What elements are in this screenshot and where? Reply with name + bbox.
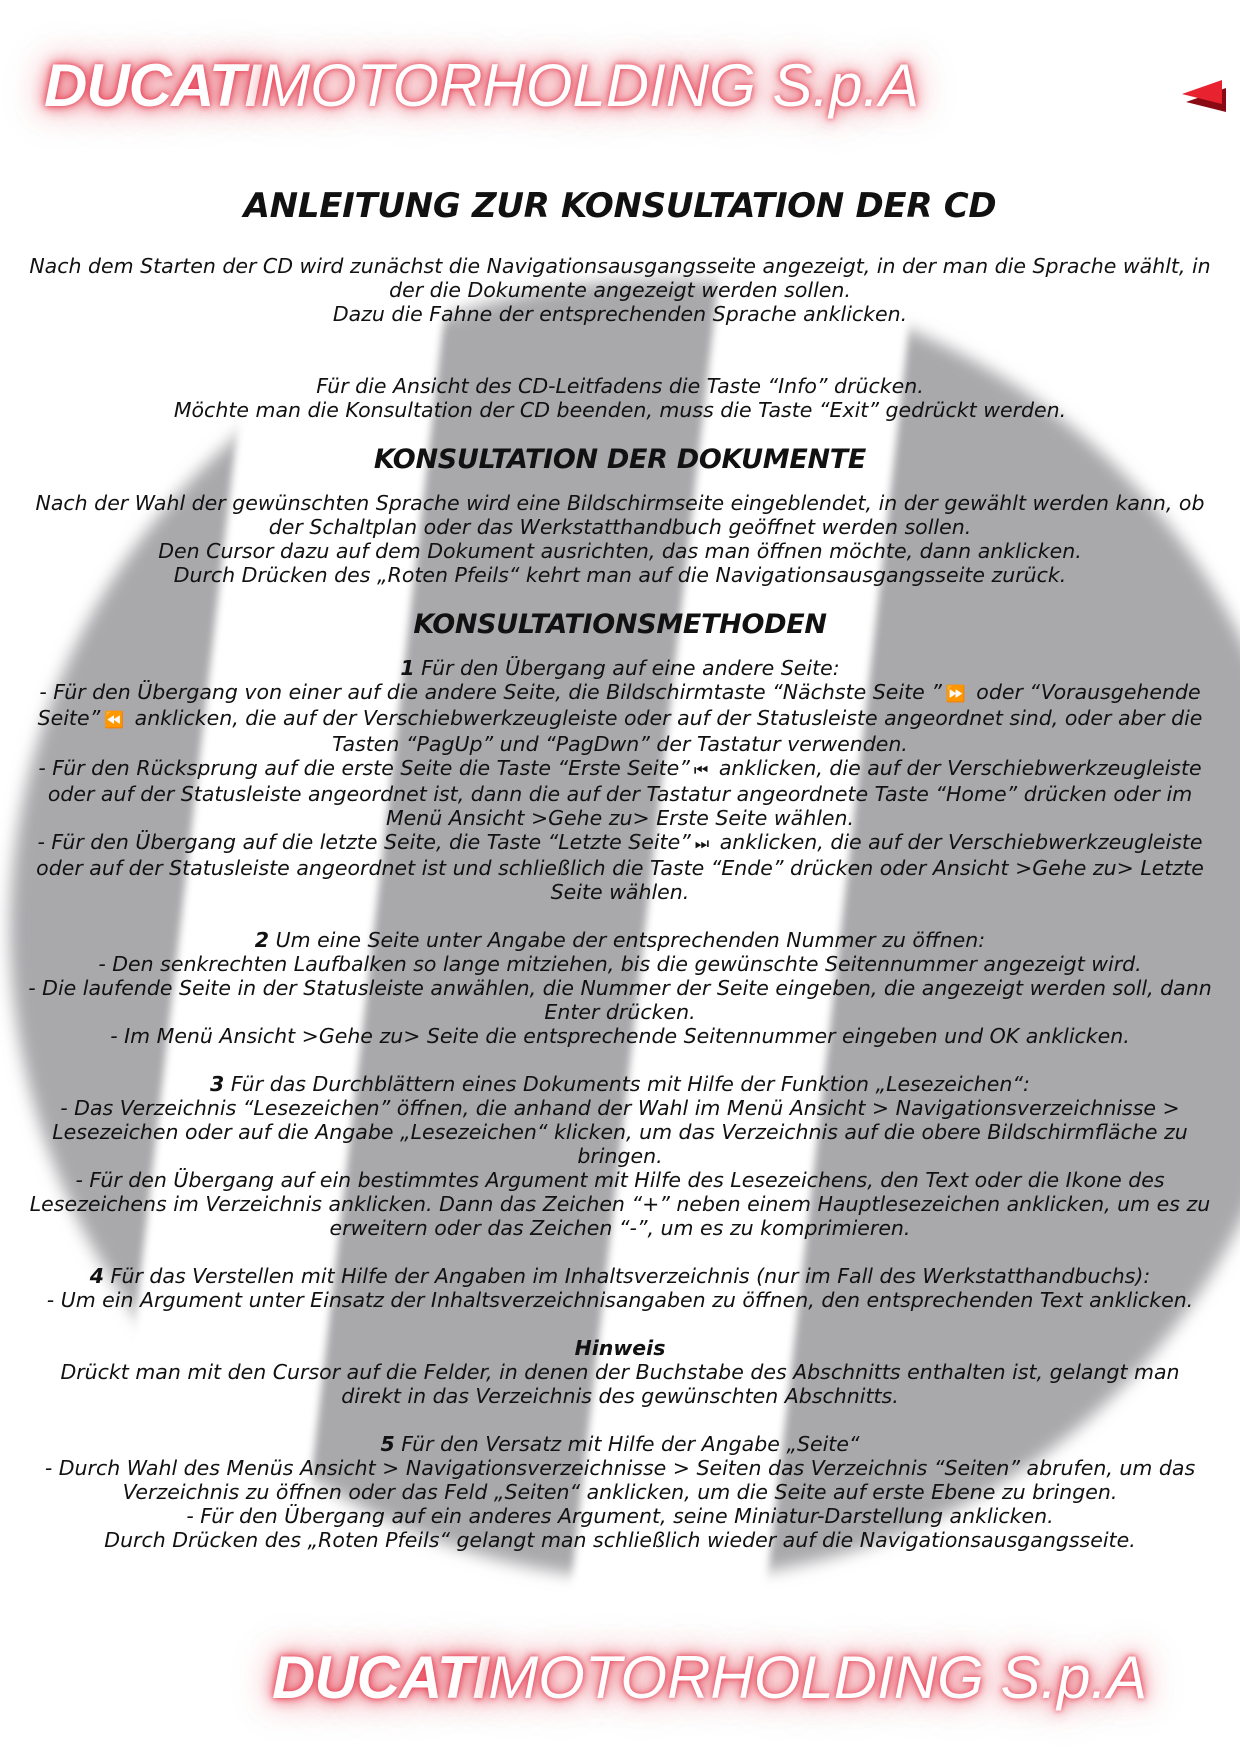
method-2-heading (28, 928, 1212, 952)
section1-line-2: Den Cursor dazu auf dem Dokument ausrichten, das man öffnen möchte, dann anklicken. (158, 539, 1082, 563)
text-run: anklicken, die auf der Verschiebwerkzeugleiste oder auf der Statusleiste angeordnet ist, dann die auf der Tastatur angeordnete Taste “Home” drücken oder im Menü Ansicht >Gehe zu> Erste Seite wählen. (47, 756, 1202, 830)
method-1-line-1 (28, 680, 1212, 756)
method-3-line-2: - Für den Übergang auf ein bestimmtes Argument mit Hilfe des Lesezeichens, den Text oder die Ikone des Lesezeichens im Verzeichnis anklicken. Dann das Zeichen “+” neben einem Hauptlesezeichen anklicken, um es zu erweitern oder das Zeichen “-”, um es zu komprimieren. (29, 1168, 1211, 1240)
section-title-documents: KONSULTATION DER DOKUMENTE (373, 444, 867, 475)
method-3-line-1: - Das Verzeichnis “Lesezeichen” öffnen, die anhand der Wahl im Menü Ansicht > Navigationsverzeichnisse > Lesezeichen oder auf die Angabe „Lesezeichen“ klicken, um das Verzeichnis auf die obere Bildschirmfläche zu bringen. (52, 1096, 1188, 1168)
info-line-1: Für die Ansicht des CD-Leitfadens die Taste “Info” drücken. (316, 374, 924, 398)
note-text: Drückt man mit den Cursor auf die Felder, in denen der Buchstabe des Abschnitts enthalten ist, gelangt man direkt in das Verzeichnis des gewünschten Abschnitts. (60, 1360, 1180, 1408)
fast-forward-icon: ⏩ (945, 684, 966, 703)
text-run: anklicken, die auf der Verschiebwerkzeugleiste oder auf der Statusleiste angeordnet ist und schließlich die Taste “Ende” drücken oder Ansicht >Gehe zu> Letzte Seite wählen. (36, 830, 1204, 904)
method-2-line-1: - Den senkrechten Laufbalken so lange mitziehen, bis die gewünschte Seitennummer angezeigt wird. (98, 952, 1142, 976)
method-number: 3 (210, 1072, 225, 1096)
method-number: 5 (380, 1432, 395, 1456)
method-number: 4 (89, 1264, 104, 1288)
section-title-methods: KONSULTATIONSMETHODEN (413, 609, 827, 640)
method-2-line-2: - Die laufende Seite in der Statusleiste anwählen, die Nummer der Seite eingeben, die angezeigt werden soll, dann Enter drücken. (28, 976, 1212, 1024)
method-1-line-3 (28, 830, 1212, 904)
method-number: 2 (254, 928, 270, 952)
logo-company: MOTORHOLDING S.p.A (260, 52, 920, 119)
method-2-line-3: - Im Menü Ansicht >Gehe zu> Seite die entsprechende Seitennummer eingeben und OK anklicken. (110, 1024, 1130, 1048)
method-3-heading (28, 1072, 1212, 1096)
info-line-2: Möchte man die Konsultation der CD beenden, muss die Taste “Exit” gedrückt werden. (173, 398, 1067, 422)
method-number: 1 (400, 656, 415, 680)
note-title: Hinweis (574, 1336, 666, 1360)
logo-top (44, 52, 920, 119)
logo-brand: DUCATI (272, 1644, 489, 1711)
method-1-line-2 (28, 756, 1212, 830)
rewind-icon: ⏪ (104, 710, 125, 729)
method-heading-text: Um eine Seite unter Angabe der entsprechenden Nummer zu öffnen: (269, 928, 986, 952)
logo-bottom (272, 1644, 1148, 1711)
intro-line-2: Dazu die Fahne der entsprechenden Sprache anklicken. (332, 302, 908, 326)
method-heading-text: Für das Verstellen mit Hilfe der Angaben im Inhaltsverzeichnis (nur im Fall des Werkstatthandbuchs): (103, 1264, 1151, 1288)
method-1-heading (28, 656, 1212, 680)
page-title: ANLEITUNG ZUR KONSULTATION DER CD (243, 186, 997, 226)
skip-last-icon: ⏭ (694, 834, 710, 853)
text-run: anklicken, die auf der Verschiebwerkzeugleiste oder auf der Statusleiste angeordnet sind, oder aber die Tasten “PagUp” und “PagDwn” der Tastatur verwenden. (128, 706, 1203, 756)
method-5-line-2: - Für den Übergang auf ein anderes Argument, seine Miniatur-Darstellung anklicken. (186, 1504, 1054, 1528)
document-body (28, 186, 1212, 1552)
method-5-heading (28, 1432, 1212, 1456)
skip-first-icon: ⏮ (693, 760, 709, 779)
method-5-line-3: Durch Drücken des „Roten Pfeils“ gelangt man schließlich wieder auf die Navigationsausgangsseite. (104, 1528, 1136, 1552)
method-heading-text: Für das Durchblättern eines Dokuments mit Hilfe der Funktion „Lesezeichen“: (224, 1072, 1030, 1096)
method-5-line-1: - Durch Wahl des Menüs Ansicht > Navigationsverzeichnisse > Seiten das Verzeichnis “Seiten” abrufen, um das Verzeichnis zu öffnen oder das Feld „Seiten“ anklicken, um die Seite auf erste Ebene zu bringen. (44, 1456, 1196, 1504)
method-heading-text: Für den Übergang auf eine andere Seite: (414, 656, 840, 680)
logo-brand: DUCATI (44, 52, 261, 119)
text-run: oder “Vorausgehende Seite” (37, 680, 1201, 730)
method-4-line-1: - Um ein Argument unter Einsatz der Inhaltsverzeichnisangaben zu öffnen, den entsprechenden Text anklicken. (46, 1288, 1194, 1312)
section1-line-3: Durch Drücken des „Roten Pfeils“ kehrt man auf die Navigationsausgangsseite zurück. (173, 563, 1067, 587)
back-arrow-icon[interactable] (1180, 74, 1228, 118)
text-run: - Für den Übergang von einer auf die andere Seite, die Bildschirmtaste “Nächste Seite ” (39, 680, 942, 704)
text-run: - Für den Rücksprung auf die erste Seite die Taste “Erste Seite” (38, 756, 690, 780)
logo-company: MOTORHOLDING S.p.A (488, 1644, 1148, 1711)
method-heading-text: Für den Versatz mit Hilfe der Angabe „Seite“ (394, 1432, 860, 1456)
intro-line-1: Nach dem Starten der CD wird zunächst die Navigationsausgangsseite angezeigt, in der man die Sprache wählt, in der die Dokumente angezeigt werden sollen. (29, 254, 1211, 302)
section1-line-1: Nach der Wahl der gewünschten Sprache wird eine Bildschirmseite eingeblendet, in der gewählt werden kann, ob der Schaltplan oder das Werkstatthandbuch geöffnet werden sollen. (35, 491, 1205, 539)
method-4-heading (28, 1264, 1212, 1288)
text-run: - Für den Übergang auf die letzte Seite, die Taste “Letzte Seite” (37, 830, 691, 854)
